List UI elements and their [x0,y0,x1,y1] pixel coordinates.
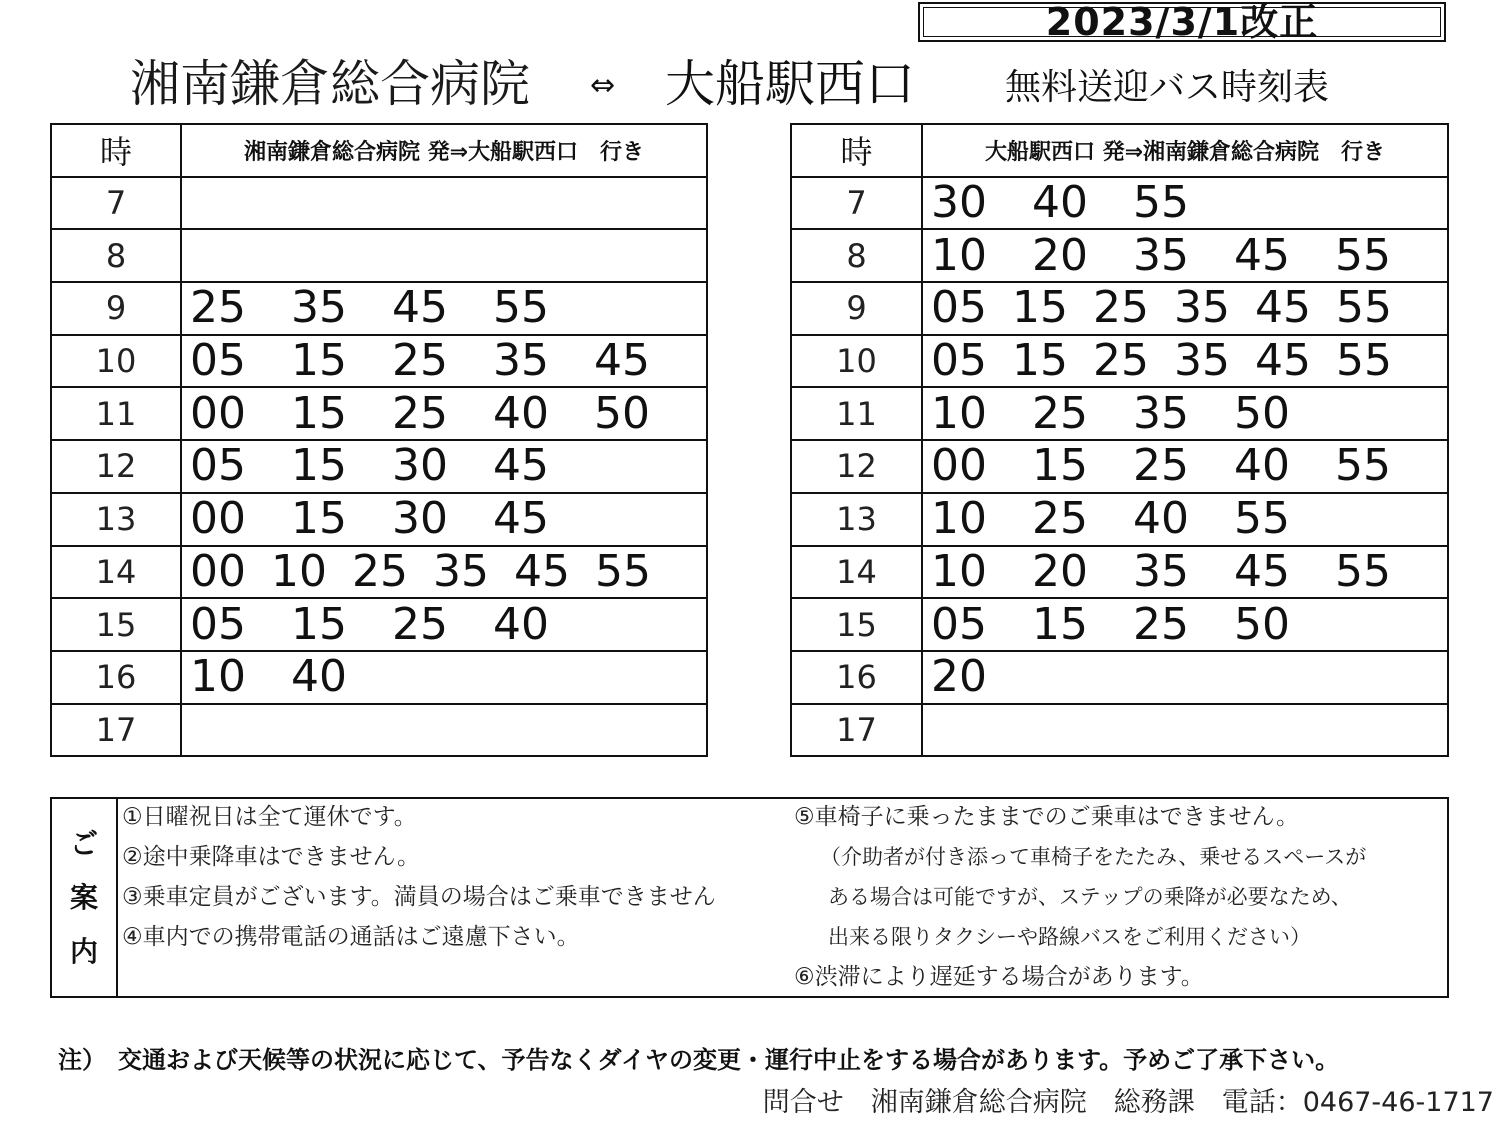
minutes-cell [181,704,707,757]
hour-cell: 9 [791,282,922,335]
minutes-cell [181,651,707,704]
footer-note: 注） 交通および天候等の状況に応じて、予告なくダイヤの変更・運行中止をする場合があります。予めご了承下さい。 [58,1046,1340,1074]
departure-minute: 55 [1133,177,1189,229]
departure-minute: 40 [493,598,549,650]
departure-minute: 00 [190,545,246,597]
departure-minute: 40 [291,651,347,703]
notice-item: ②途中乗降車はできません。 [122,844,420,870]
notice-item: ④車内での携帯電話の通話はご遠慮下さい。 [122,924,580,950]
hour-cell: 10 [51,335,181,388]
departure-minute: 20 [1032,229,1088,281]
departure-minute: 15 [291,387,347,439]
hour-cell: 14 [51,546,181,599]
timetable-row [51,282,707,335]
departure-minute: 55 [1336,335,1392,387]
notice-item: （介助者が付き添って車椅子をたたみ、乗せるスペースが [820,845,1367,869]
title-bidirectional-arrow: ⇔ [590,68,616,103]
departure-minute: 15 [1012,282,1068,334]
departure-minute: 30 [392,440,448,492]
minutes-cell [922,282,1448,335]
timetable-row [791,440,1448,493]
timetable-row [791,177,1448,230]
departure-minute: 35 [291,282,347,334]
departure-minute: 15 [1012,335,1068,387]
title-destination: 大船駅西口 [665,55,915,113]
departure-minute: 40 [1032,177,1088,229]
minutes-cell [922,177,1448,230]
departure-minute: 00 [931,440,987,492]
departure-minute: 55 [1335,229,1391,281]
timetable-row [51,651,707,704]
hour-cell: 16 [51,651,181,704]
minutes-cell [922,440,1448,493]
hour-cell: 9 [51,282,181,335]
departure-minute: 05 [931,282,987,334]
departure-minute: 25 [392,387,448,439]
timetable-row [51,704,707,757]
minutes-cell [922,598,1448,651]
departure-minute: 50 [594,387,650,439]
minutes-cell [922,229,1448,282]
departure-minute: 25 [190,282,246,334]
departure-minute: 15 [291,335,347,387]
timetable-row [51,335,707,388]
hour-cell: 14 [791,546,922,599]
notice-label-char: 内 [69,934,98,968]
timetable-row [791,335,1448,388]
hour-cell: 7 [51,177,181,230]
minutes-cell [181,598,707,651]
timetable-row [791,546,1448,599]
minutes-cell [922,651,1448,704]
departure-minute: 10 [931,229,987,281]
hour-cell: 12 [51,440,181,493]
timetable-row [791,229,1448,282]
notice-item: ⑥渋滞により遅延する場合があります。 [794,964,1204,990]
departure-minute: 55 [493,282,549,334]
minutes-cell [181,282,707,335]
notice-item: 出来る限りタクシーや路線バスをご利用ください） [828,925,1311,949]
minutes-cell [181,440,707,493]
departure-minute: 15 [291,598,347,650]
hour-cell: 17 [791,704,922,757]
departure-minute: 15 [1032,598,1088,650]
departure-minute: 25 [392,335,448,387]
timetable-row [791,651,1448,704]
departure-minute: 45 [1234,229,1290,281]
departure-minute: 00 [190,387,246,439]
timetable-header-row [791,124,1448,177]
departure-minute: 45 [1234,545,1290,597]
departure-minute: 30 [931,177,987,229]
departure-minute: 25 [1093,282,1149,334]
departure-minute: 40 [1133,493,1189,545]
hour-cell: 17 [51,704,181,757]
title-subtitle: 無料送迎バス時刻表 [1005,67,1330,108]
timetable-row [51,387,707,440]
departure-minute: 45 [392,282,448,334]
title-origin: 湘南鎌倉総合病院 [130,55,530,113]
departure-minute: 15 [291,493,347,545]
notice-label [52,799,118,996]
timetable-row [791,493,1448,546]
notice-item: ③乗車定員がございます。満員の場合はご乗車できません [122,884,716,910]
departure-minute: 40 [1234,440,1290,492]
minutes-cell [922,335,1448,388]
departure-minute: 10 [271,545,327,597]
departure-minute: 35 [1174,282,1230,334]
hour-cell: 7 [791,177,922,230]
departure-minute: 35 [1133,545,1189,597]
departure-minute: 50 [1234,387,1290,439]
timetable-row [791,387,1448,440]
timetable-row [51,440,707,493]
departure-minute: 05 [931,598,987,650]
departure-minute: 20 [1032,545,1088,597]
minutes-cell [922,387,1448,440]
departure-minute: 55 [1336,282,1392,334]
notice-label-char: 案 [69,880,98,914]
minutes-cell [181,493,707,546]
minutes-cell [181,387,707,440]
departure-minute: 25 [1032,387,1088,439]
direction-header: 湘南鎌倉総合病院 発⇒大船駅西口 行き [181,124,707,177]
departure-minute: 05 [190,440,246,492]
departure-minute: 55 [1335,545,1391,597]
timetable-hospital-to-station [50,123,708,757]
hour-cell: 8 [791,229,922,282]
hour-column-header: 時 [51,124,181,177]
minutes-cell [181,546,707,599]
timetable-row [791,282,1448,335]
departure-minute: 45 [514,545,570,597]
hour-cell: 16 [791,651,922,704]
departure-minute: 30 [392,493,448,545]
departure-minute: 15 [1032,440,1088,492]
departure-minute: 35 [1174,335,1230,387]
notice-item: ⑤車椅子に乗ったままでのご乗車はできません。 [794,804,1299,830]
departure-minute: 55 [1335,440,1391,492]
hour-cell: 12 [791,440,922,493]
departure-minute: 45 [594,335,650,387]
departure-minute: 15 [291,440,347,492]
departure-minute: 10 [190,651,246,703]
departure-minute: 35 [1133,229,1189,281]
notice-item: ある場合は可能ですが、ステップの乗降が必要なため、 [828,885,1352,909]
timetable-row [51,546,707,599]
timetable-row [51,493,707,546]
departure-minute: 10 [931,387,987,439]
hour-column-header: 時 [791,124,922,177]
hour-cell: 10 [791,335,922,388]
hour-cell: 13 [791,493,922,546]
departure-minute: 25 [1133,598,1189,650]
timetable-row [51,177,707,230]
departure-minute: 35 [493,335,549,387]
departure-minute: 10 [931,493,987,545]
departure-minute: 45 [1255,335,1311,387]
timetable-station-to-hospital [790,123,1449,757]
hour-cell: 11 [791,387,922,440]
departure-minute: 25 [1133,440,1189,492]
timetable-header-row [51,124,707,177]
hour-cell: 11 [51,387,181,440]
departure-minute: 05 [190,598,246,650]
timetable-row [51,229,707,282]
departure-minute: 25 [1032,493,1088,545]
departure-minute: 45 [1255,282,1311,334]
footer-contact: 問合せ 湘南鎌倉総合病院 総務課 電話：0467-46-1717 [762,1087,1494,1118]
departure-minute: 40 [493,387,549,439]
departure-minute: 00 [190,493,246,545]
hour-cell: 8 [51,229,181,282]
departure-minute: 10 [931,545,987,597]
minutes-cell [922,493,1448,546]
departure-minute: 20 [931,651,987,703]
departure-minute: 45 [493,440,549,492]
departure-minute: 35 [1133,387,1189,439]
direction-header: 大船駅西口 発⇒湘南鎌倉総合病院 行き [922,124,1448,177]
notice-box [50,797,1449,998]
departure-minute: 05 [931,335,987,387]
departure-minute: 05 [190,335,246,387]
minutes-cell [181,335,707,388]
departure-minute: 25 [392,598,448,650]
timetable-row [51,598,707,651]
departure-minute: 55 [1234,493,1290,545]
revision-box [918,2,1446,42]
minutes-cell [181,177,707,230]
departure-minute: 25 [1093,335,1149,387]
notice-label-char: ご [69,826,98,860]
minutes-cell [922,546,1448,599]
minutes-cell [181,229,707,282]
timetable-row [791,704,1448,757]
timetable-row [791,598,1448,651]
departure-minute: 35 [433,545,489,597]
hour-cell: 15 [791,598,922,651]
departure-minute: 45 [493,493,549,545]
minutes-cell [922,704,1448,757]
hour-cell: 15 [51,598,181,651]
notice-item: ①日曜祝日は全て運休です。 [122,804,417,830]
hour-cell: 13 [51,493,181,546]
departure-minute: 25 [352,545,408,597]
departure-minute: 50 [1234,598,1290,650]
departure-minute: 55 [595,545,651,597]
revision-date: 2023/3/1改正 [1045,0,1319,44]
